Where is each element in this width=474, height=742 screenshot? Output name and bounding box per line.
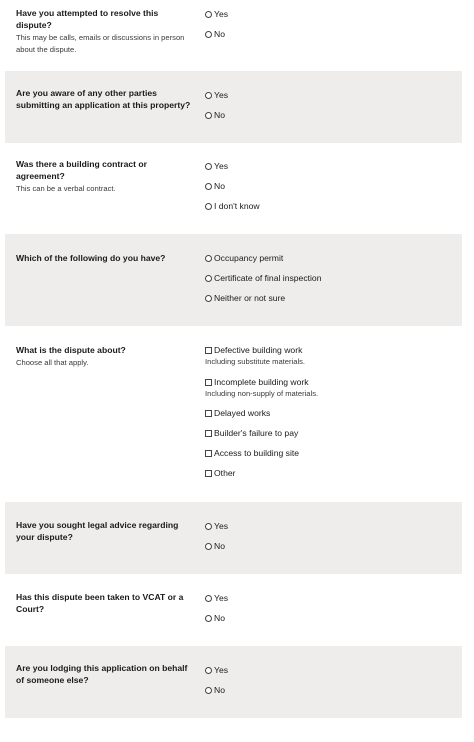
- checkbox-square-icon[interactable]: [205, 347, 212, 354]
- radio-option-yes[interactable]: [205, 89, 455, 101]
- question-legal-advice: [5, 502, 462, 574]
- option-label: No: [214, 541, 225, 551]
- option-label: No: [214, 613, 225, 623]
- question-title: What is the dispute about?: [16, 345, 126, 355]
- radio-circle-icon[interactable]: [205, 595, 212, 602]
- option-label: Yes: [214, 593, 229, 603]
- checkbox-option-site-access[interactable]: [205, 447, 455, 459]
- option-label: Certificate of final inspection: [214, 273, 322, 283]
- option-label: Yes: [214, 9, 229, 19]
- radio-option-yes[interactable]: [205, 592, 455, 604]
- option-label: Occupancy permit: [214, 253, 284, 263]
- radio-option-no[interactable]: [205, 28, 455, 40]
- option-label: Access to building site: [214, 448, 300, 458]
- checkbox-option-other[interactable]: [205, 467, 455, 479]
- question-title: Are you lodging this application on behalf of someone else?: [16, 663, 188, 685]
- radio-circle-icon[interactable]: [205, 92, 212, 99]
- option-hint: Including non-supply of materials.: [205, 389, 319, 398]
- question-documents-held: [5, 234, 462, 326]
- radio-circle-icon[interactable]: [205, 275, 212, 282]
- radio-circle-icon[interactable]: [205, 183, 212, 190]
- question-vcat-court: [5, 574, 462, 646]
- question-resolve-attempt: [5, 0, 462, 70]
- question-title: Has this dispute been taken to VCAT or a Court?: [16, 592, 184, 614]
- question-title: Are you aware of any other parties submitting an application at this property?: [16, 88, 191, 110]
- question-title: Which of the following do you have?: [16, 253, 166, 263]
- question-help: Choose all that apply.: [16, 358, 89, 367]
- radio-circle-icon[interactable]: [205, 255, 212, 262]
- option-label: Delayed works: [214, 408, 271, 418]
- radio-circle-icon[interactable]: [205, 295, 212, 302]
- question-on-behalf: [5, 646, 462, 718]
- radio-option-yes[interactable]: [205, 664, 455, 676]
- checkbox-option-failure-to-pay[interactable]: [205, 427, 455, 439]
- checkbox-square-icon[interactable]: [205, 379, 212, 386]
- radio-option-no[interactable]: [205, 109, 455, 121]
- option-label: I don't know: [214, 201, 260, 211]
- checkbox-square-icon[interactable]: [205, 430, 212, 437]
- radio-circle-icon[interactable]: [205, 615, 212, 622]
- option-label: Yes: [214, 521, 229, 531]
- checkbox-square-icon[interactable]: [205, 470, 212, 477]
- radio-option-yes[interactable]: [205, 8, 455, 20]
- radio-circle-icon[interactable]: [205, 163, 212, 170]
- question-title: Have you sought legal advice regarding your dispute?: [16, 520, 179, 542]
- radio-option-no[interactable]: [205, 180, 455, 192]
- question-dispute-about: [5, 326, 462, 502]
- checkbox-option-delayed-works[interactable]: [205, 407, 455, 419]
- option-label: Other: [214, 468, 236, 478]
- checkbox-option-incomplete-work[interactable]: [205, 376, 455, 388]
- option-label: Builder's failure to pay: [214, 428, 299, 438]
- checkbox-option-defective-work[interactable]: [205, 344, 455, 356]
- radio-circle-icon[interactable]: [205, 523, 212, 530]
- question-title: Was there a building contract or agreement?: [16, 159, 147, 181]
- option-label: No: [214, 29, 225, 39]
- option-label: Yes: [214, 90, 229, 100]
- option-label: Neither or not sure: [214, 293, 286, 303]
- radio-option-no[interactable]: [205, 684, 455, 696]
- radio-circle-icon[interactable]: [205, 687, 212, 694]
- question-title: Have you attempted to resolve this dispute?: [16, 8, 159, 30]
- radio-circle-icon[interactable]: [205, 112, 212, 119]
- question-building-contract: [5, 143, 462, 234]
- option-hint: Including substitute materials.: [205, 357, 306, 366]
- option-label: Yes: [214, 665, 229, 675]
- option-label: No: [214, 685, 225, 695]
- question-help: This can be a verbal contract.: [16, 184, 116, 193]
- option-label: No: [214, 181, 225, 191]
- radio-circle-icon[interactable]: [205, 31, 212, 38]
- question-help: This may be calls, emails or discussions in person about the dispute.: [16, 33, 185, 54]
- radio-circle-icon[interactable]: [205, 543, 212, 550]
- option-label: Yes: [214, 161, 229, 171]
- radio-circle-icon[interactable]: [205, 667, 212, 674]
- radio-option-no[interactable]: [205, 612, 455, 624]
- radio-option-yes[interactable]: [205, 520, 455, 532]
- checkbox-square-icon[interactable]: [205, 450, 212, 457]
- radio-option-occupancy-permit[interactable]: [205, 252, 455, 264]
- radio-option-yes[interactable]: [205, 160, 455, 172]
- question-other-parties: [5, 71, 462, 143]
- radio-option-no[interactable]: [205, 540, 455, 552]
- radio-option-neither[interactable]: [205, 292, 455, 304]
- checkbox-square-icon[interactable]: [205, 410, 212, 417]
- radio-circle-icon[interactable]: [205, 11, 212, 18]
- radio-option-final-inspection[interactable]: [205, 272, 455, 284]
- radio-option-dont-know[interactable]: [205, 200, 455, 212]
- option-label: Defective building work: [214, 345, 303, 355]
- option-label: Incomplete building work: [214, 377, 309, 387]
- option-label: No: [214, 110, 225, 120]
- radio-circle-icon[interactable]: [205, 203, 212, 210]
